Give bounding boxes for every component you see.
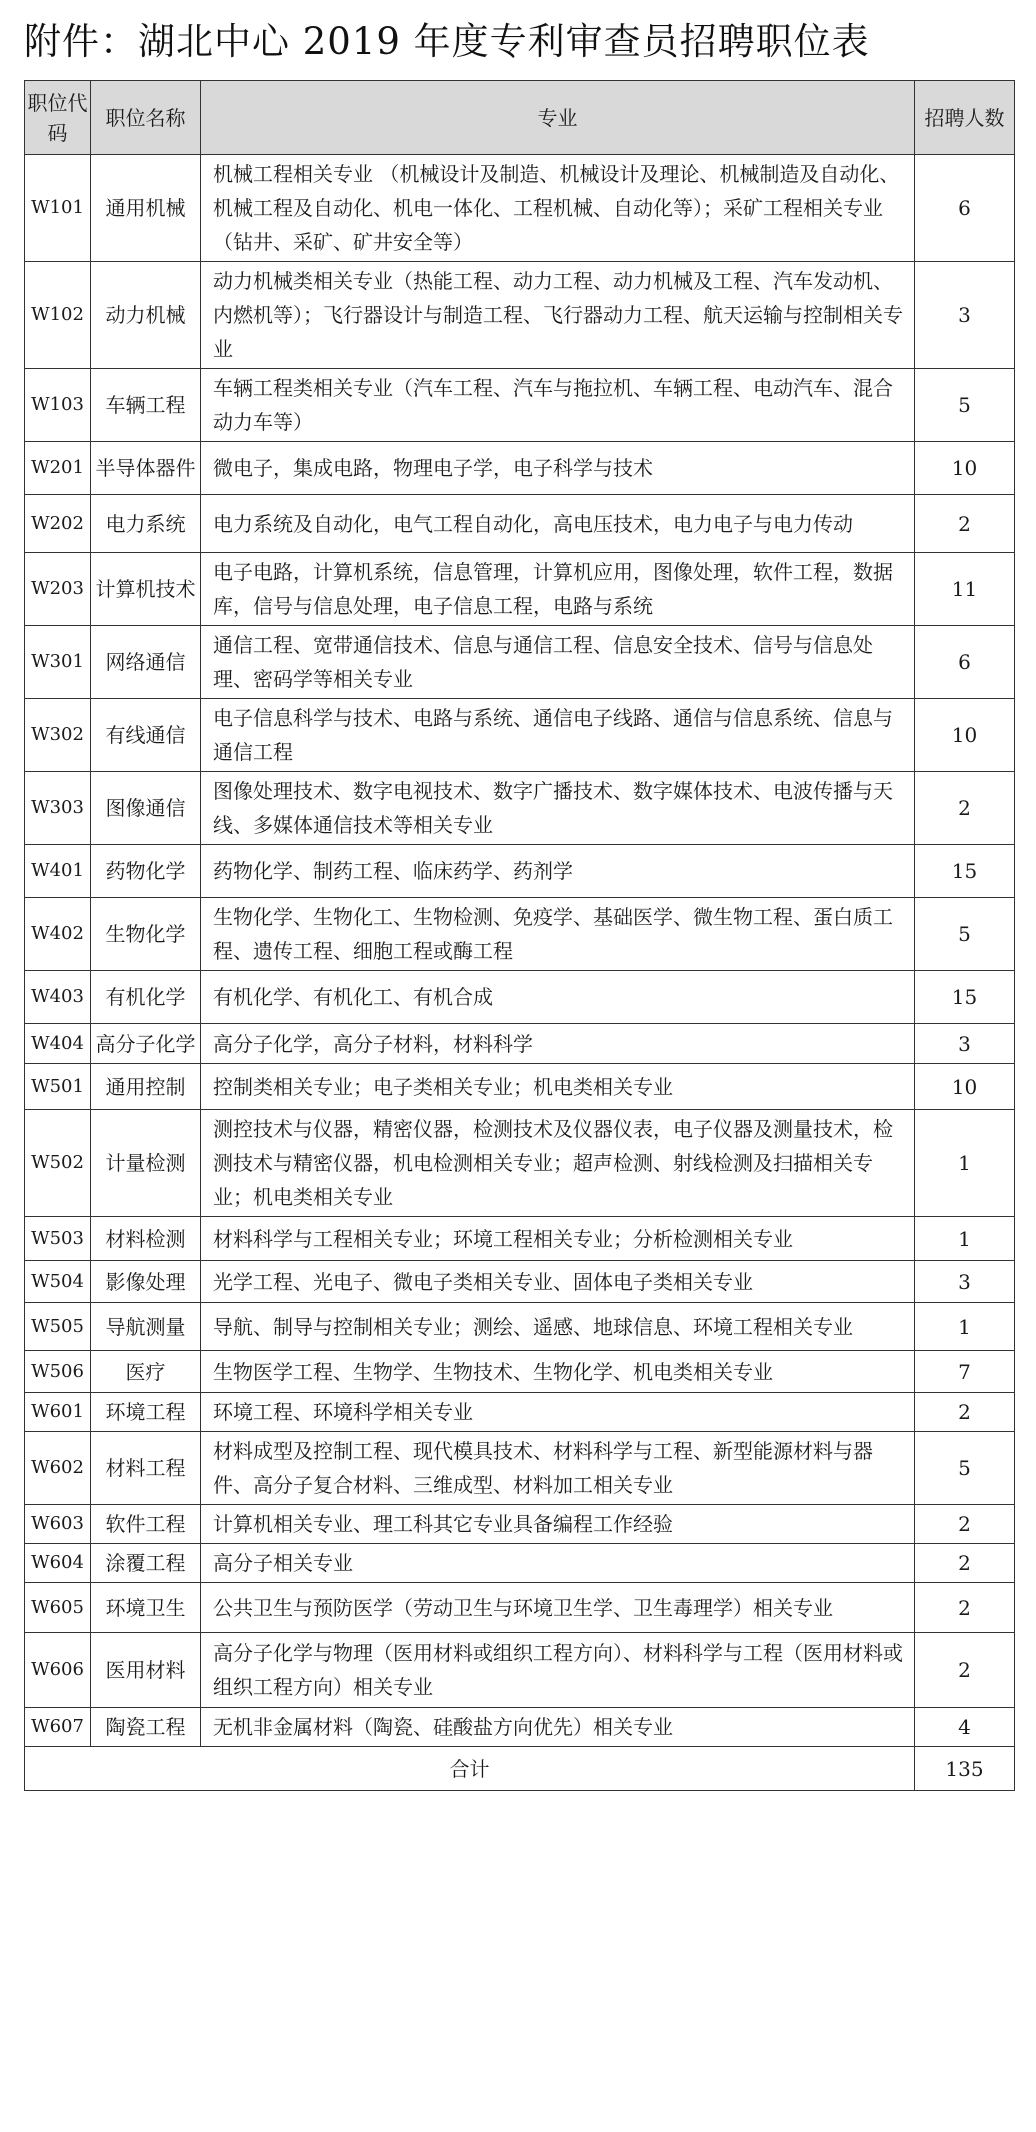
hire-count: 4: [915, 1708, 1015, 1747]
table-row: [25, 1261, 1015, 1303]
position-code: W506: [25, 1351, 91, 1393]
table-header: [25, 81, 1015, 155]
position-name: 高分子化学: [91, 1024, 201, 1064]
position-code: W502: [25, 1110, 91, 1217]
position-name: 图像通信: [91, 772, 201, 845]
header-count: 招聘人数: [915, 81, 1015, 155]
table-row: [25, 845, 1015, 898]
major-requirements: 材料科学与工程相关专业；环境工程相关专业；分析检测相关专业: [201, 1217, 915, 1261]
table-row: [25, 1583, 1015, 1633]
hire-count: 1: [915, 1217, 1015, 1261]
position-code: W605: [25, 1583, 91, 1633]
table-row: [25, 442, 1015, 495]
major-requirements: 微电子，集成电路，物理电子学，电子科学与技术: [201, 442, 915, 495]
position-code: W102: [25, 262, 91, 369]
position-code: W603: [25, 1505, 91, 1544]
position-code: W403: [25, 971, 91, 1024]
position-name: 材料工程: [91, 1432, 201, 1505]
position-name: 陶瓷工程: [91, 1708, 201, 1747]
position-code: W202: [25, 495, 91, 553]
table-row: [25, 971, 1015, 1024]
table-row: [25, 1393, 1015, 1432]
table-row: [25, 1544, 1015, 1583]
position-code: W501: [25, 1064, 91, 1110]
position-code: W303: [25, 772, 91, 845]
position-name: 车辆工程: [91, 369, 201, 442]
position-name: 生物化学: [91, 898, 201, 971]
hire-count: 2: [915, 1393, 1015, 1432]
position-code: W601: [25, 1393, 91, 1432]
hire-count: 2: [915, 772, 1015, 845]
hire-count: 5: [915, 898, 1015, 971]
position-code: W302: [25, 699, 91, 772]
position-name: 环境工程: [91, 1393, 201, 1432]
position-name: 网络通信: [91, 626, 201, 699]
position-name: 有机化学: [91, 971, 201, 1024]
major-requirements: 图像处理技术、数字电视技术、数字广播技术、数字媒体技术、电波传播与天线、多媒体通信技术等相关专业: [201, 772, 915, 845]
hire-count: 2: [915, 1544, 1015, 1583]
position-name: 材料检测: [91, 1217, 201, 1261]
hire-count: 1: [915, 1303, 1015, 1351]
table-row: [25, 1505, 1015, 1544]
position-name: 影像处理: [91, 1261, 201, 1303]
table-row: [25, 1633, 1015, 1708]
major-requirements: 材料成型及控制工程、现代模具技术、材料科学与工程、新型能源材料与器件、高分子复合材料、三维成型、材料加工相关专业: [201, 1432, 915, 1505]
position-code: W301: [25, 626, 91, 699]
major-requirements: 光学工程、光电子、微电子类相关专业、固体电子类相关专业: [201, 1261, 915, 1303]
hire-count: 15: [915, 971, 1015, 1024]
position-name: 有线通信: [91, 699, 201, 772]
major-requirements: 机械工程相关专业 （机械设计及制造、机械设计及理论、机械制造及自动化、机械工程及自动化、机电一体化、工程机械、自动化等）；采矿工程相关专业（钻井、采矿、矿井安全等）: [201, 155, 915, 262]
header-name: 职位名称: [91, 81, 201, 155]
major-requirements: 环境工程、环境科学相关专业: [201, 1393, 915, 1432]
position-code: W503: [25, 1217, 91, 1261]
major-requirements: 无机非金属材料（陶瓷、硅酸盐方向优先）相关专业: [201, 1708, 915, 1747]
major-requirements: 高分子化学，高分子材料，材料科学: [201, 1024, 915, 1064]
position-code: W607: [25, 1708, 91, 1747]
position-name: 电力系统: [91, 495, 201, 553]
position-name: 医疗: [91, 1351, 201, 1393]
position-name: 半导体器件: [91, 442, 201, 495]
position-code: W504: [25, 1261, 91, 1303]
table-row: [25, 1217, 1015, 1261]
major-requirements: 生物化学、生物化工、生物检测、免疫学、基础医学、微生物工程、蛋白质工程、遗传工程、细胞工程或酶工程: [201, 898, 915, 971]
table-row: [25, 772, 1015, 845]
position-code: W203: [25, 553, 91, 626]
table-row: [25, 155, 1015, 262]
position-code: W602: [25, 1432, 91, 1505]
major-requirements: 控制类相关专业；电子类相关专业；机电类相关专业: [201, 1064, 915, 1110]
header-major: 专业: [201, 81, 915, 155]
position-code: W103: [25, 369, 91, 442]
document-title: 附件：湖北中心 2019 年度专利审查员招聘职位表: [24, 20, 870, 63]
position-code: W604: [25, 1544, 91, 1583]
hire-count: 2: [915, 495, 1015, 553]
position-name: 医用材料: [91, 1633, 201, 1708]
major-requirements: 电力系统及自动化，电气工程自动化，高电压技术，电力电子与电力传动: [201, 495, 915, 553]
table-row: [25, 553, 1015, 626]
major-requirements: 药物化学、制药工程、临床药学、药剂学: [201, 845, 915, 898]
position-name: 计算机技术: [91, 553, 201, 626]
hire-count: 11: [915, 553, 1015, 626]
table-row: [25, 1110, 1015, 1217]
hire-count: 3: [915, 1024, 1015, 1064]
position-code: W402: [25, 898, 91, 971]
header-code: 职位代码: [25, 81, 91, 155]
major-requirements: 电子电路，计算机系统，信息管理，计算机应用，图像处理，软件工程，数据库，信号与信息处理，电子信息工程，电路与系统: [201, 553, 915, 626]
hire-count: 2: [915, 1583, 1015, 1633]
major-requirements: 通信工程、宽带通信技术、信息与通信工程、信息安全技术、信号与信息处理、密码学等相关专业: [201, 626, 915, 699]
major-requirements: 生物医学工程、生物学、生物技术、生物化学、机电类相关专业: [201, 1351, 915, 1393]
major-requirements: 导航、制导与控制相关专业；测绘、遥感、地球信息、环境工程相关专业: [201, 1303, 915, 1351]
position-name: 软件工程: [91, 1505, 201, 1544]
position-code: W401: [25, 845, 91, 898]
table-row: [25, 369, 1015, 442]
recruitment-table: [24, 80, 1015, 1791]
hire-count: 3: [915, 1261, 1015, 1303]
table-row: [25, 495, 1015, 553]
position-name: 涂覆工程: [91, 1544, 201, 1583]
total-row: [25, 1747, 1015, 1791]
hire-count: 10: [915, 699, 1015, 772]
position-code: W101: [25, 155, 91, 262]
table-row: [25, 1708, 1015, 1747]
position-name: 药物化学: [91, 845, 201, 898]
position-name: 环境卫生: [91, 1583, 201, 1633]
hire-count: 2: [915, 1633, 1015, 1708]
hire-count: 10: [915, 442, 1015, 495]
table-row: [25, 1064, 1015, 1110]
major-requirements: 高分子化学与物理（医用材料或组织工程方向）、材料科学与工程（医用材料或组织工程方向）相关专业: [201, 1633, 915, 1708]
table-row: [25, 699, 1015, 772]
major-requirements: 电子信息科学与技术、电路与系统、通信电子线路、通信与信息系统、信息与通信工程: [201, 699, 915, 772]
table-row: [25, 1432, 1015, 1505]
total-label: 合计: [25, 1747, 915, 1791]
major-requirements: 有机化学、有机化工、有机合成: [201, 971, 915, 1024]
hire-count: 7: [915, 1351, 1015, 1393]
hire-count: 5: [915, 1432, 1015, 1505]
position-name: 通用控制: [91, 1064, 201, 1110]
position-code: W404: [25, 1024, 91, 1064]
major-requirements: 高分子相关专业: [201, 1544, 915, 1583]
table-row: [25, 1024, 1015, 1064]
major-requirements: 动力机械类相关专业（热能工程、动力工程、动力机械及工程、汽车发动机、内燃机等）；飞行器设计与制造工程、飞行器动力工程、航天运输与控制相关专业: [201, 262, 915, 369]
position-name: 通用机械: [91, 155, 201, 262]
table-row: [25, 1351, 1015, 1393]
hire-count: 10: [915, 1064, 1015, 1110]
position-code: W505: [25, 1303, 91, 1351]
position-name: 计量检测: [91, 1110, 201, 1217]
hire-count: 1: [915, 1110, 1015, 1217]
position-name: 导航测量: [91, 1303, 201, 1351]
table-row: [25, 262, 1015, 369]
hire-count: 6: [915, 626, 1015, 699]
major-requirements: 车辆工程类相关专业（汽车工程、汽车与拖拉机、车辆工程、电动汽车、混合动力车等）: [201, 369, 915, 442]
table-row: [25, 1303, 1015, 1351]
position-code: W201: [25, 442, 91, 495]
table-row: [25, 898, 1015, 971]
hire-count: 2: [915, 1505, 1015, 1544]
total-count: 135: [915, 1747, 1015, 1791]
table-body: [25, 155, 1015, 1747]
hire-count: 6: [915, 155, 1015, 262]
position-name: 动力机械: [91, 262, 201, 369]
hire-count: 5: [915, 369, 1015, 442]
hire-count: 15: [915, 845, 1015, 898]
hire-count: 3: [915, 262, 1015, 369]
major-requirements: 计算机相关专业、理工科其它专业具备编程工作经验: [201, 1505, 915, 1544]
table-row: [25, 626, 1015, 699]
position-code: W606: [25, 1633, 91, 1708]
major-requirements: 公共卫生与预防医学（劳动卫生与环境卫生学、卫生毒理学）相关专业: [201, 1583, 915, 1633]
major-requirements: 测控技术与仪器，精密仪器，检测技术及仪器仪表，电子仪器及测量技术，检测技术与精密仪器，机电检测相关专业；超声检测、射线检测及扫描相关专业；机电类相关专业: [201, 1110, 915, 1217]
